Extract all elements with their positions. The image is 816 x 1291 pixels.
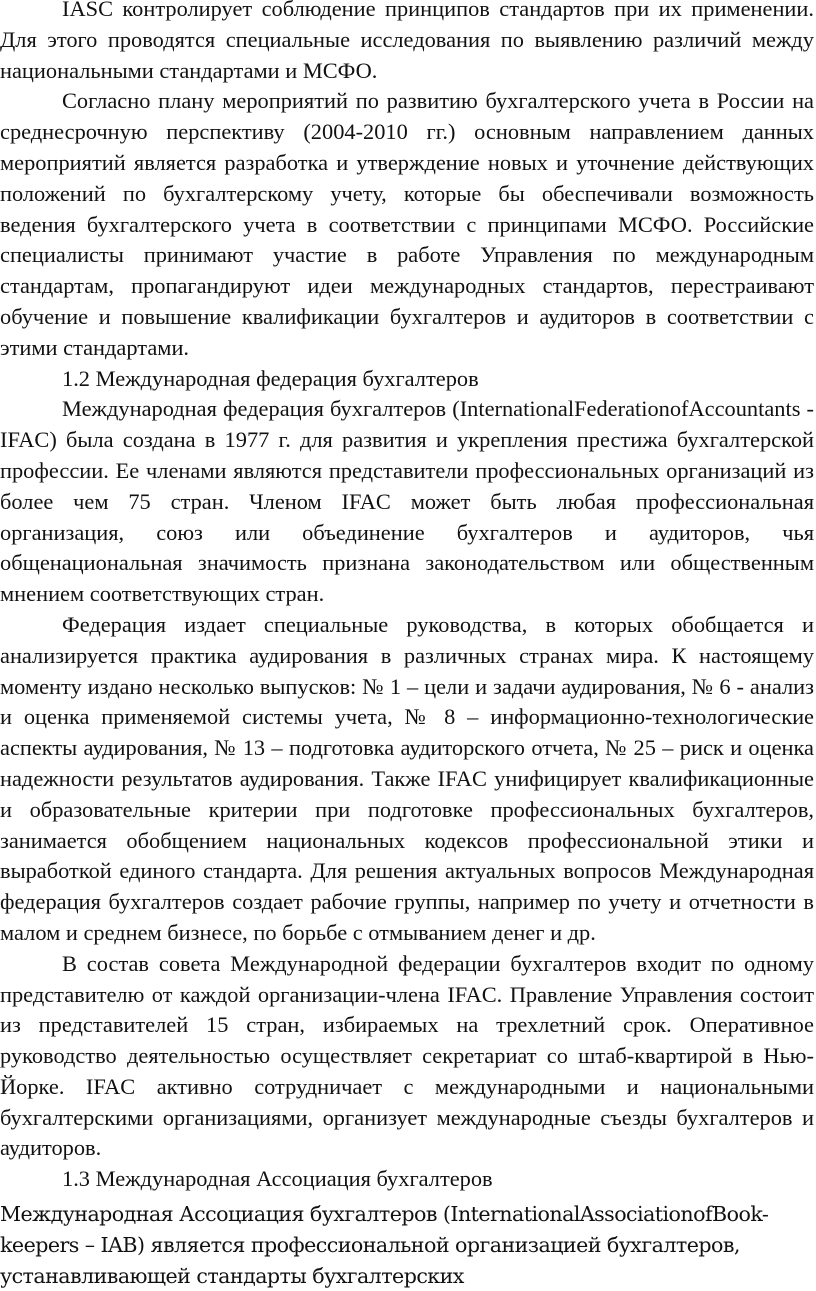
paragraph-iab-intro: Международная Ассоциация бухгалтеров (InternationalAssociationofBook-keepers – IAB) является профессиональной организацией бухгалтеров, устанавливающей стандарты бухгалтерских xyxy=(0,1202,769,1288)
paragraph-ifac-publications: Федерация издает специальные руководства, в которых обобщается и анализируется практика аудирования в различных странах мира. К настоящему моменту издано несколько выпусков: № 1 – цели и задачи аудирования, № 6 - анализ и оценка применяемой системы учета, № 8 – информационно-технологические аспекты аудирования, № 13 – подготовка аудиторского отчета, № 25 – риск и оценка надежности результатов аудирования. Также IFAC унифицирует квалификационные и образовательные критерии при подготовке профессиональных бухгалтеров, занимается обобщением национальных кодексов профессиональной этики и выработкой единого стандарта. Для решения актуальных вопросов Международная федерация бухгалтеров создает рабочие группы, например по учету и отчетности в малом и среднем бизнесе, по борьбе с отмыванием денег и др. xyxy=(0,611,814,945)
paragraph-iasc-compliance: IASC контролирует соблюдение принципов стандартов при их применении. Для этого проводятся специальные исследования по выявлению различий между национальными стандартами и МСФО. xyxy=(0,0,814,83)
section-heading-iab: 1.3 Международная Ассоциация бухгалтеров xyxy=(62,1166,493,1192)
paragraph-ifac-council: В состав совета Международной федерации бухгалтеров входит по одному представителю от каждой организации-члена IFAC. Правление Управления состоит из представителей 15 стран, избираемых на трехлетний срок. Оперативное руководство деятельностью осуществляет секретариат со штаб-квартирой в Нью-Йорке. IFAC активно сотрудничает с международными и национальными бухгалтерскими организациями, организует международные съезды бухгалтеров и аудиторов. xyxy=(0,950,814,1161)
paragraph-russia-plan: Согласно плану мероприятий по развитию бухгалтерского учета в России на среднесрочную перспективу (2004-2010 гг.) основным направлением данных мероприятий является разработка и утверждение новых и уточнение действующих положений по бухгалтерскому учету, которые бы обеспечивали возможность ведения бухгалтерского учета в соответствии с принципами МСФО. Российские специалисты принимают участие в работе Управления по международным стандартам, пропагандируют идеи международных стандартов, перестраивают обучение и повышение квалификации бухгалтеров и аудиторов в соответствии с этими стандартами. xyxy=(0,88,814,360)
section-heading-ifac: 1.2 Международная федерация бухгалтеров xyxy=(62,365,479,391)
paragraph-ifac-intro: Международная федерация бухгалтеров (InternationalFederationofAccountants - IFAC) была создана в 1977 г. для развития и укрепления престижа бухгалтерской профессии. Ее членами являются представители профессиональных организаций из более чем 75 стран. Членом IFAC может быть любая профессиональная организация, союз или объединение бухгалтеров и аудиторов, чья общенациональная значимость признана законодательством или общественным мнением соответствующих стран. xyxy=(0,396,814,607)
